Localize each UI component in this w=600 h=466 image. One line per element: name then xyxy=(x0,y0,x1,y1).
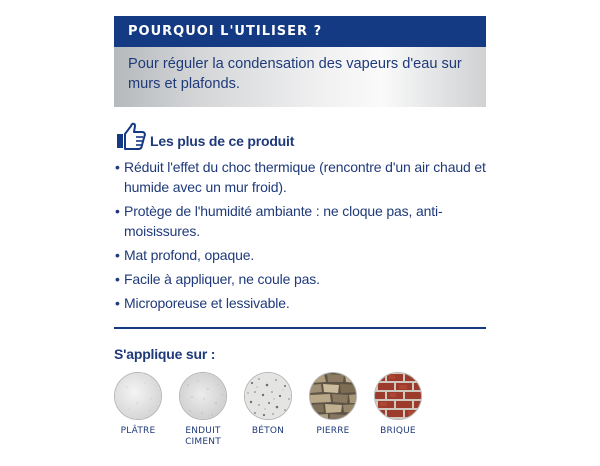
section-title-bar xyxy=(114,16,486,47)
benefits-list xyxy=(114,157,486,317)
beton-swatch xyxy=(244,372,292,420)
usage-description-box xyxy=(114,47,486,107)
surface-label: BRIQUE xyxy=(380,426,416,436)
surface-enduit-ciment xyxy=(173,372,233,448)
surface-pierre xyxy=(303,372,363,437)
pierre-swatch xyxy=(309,372,357,420)
section-title: POURQUOI L'UTILISER ? xyxy=(128,24,323,39)
surface-list xyxy=(108,372,438,452)
applies-title: S'applique sur : xyxy=(114,346,216,362)
benefit-item: • Microporeuse et lessivable. xyxy=(114,293,486,313)
thumbs-up-icon xyxy=(116,122,146,150)
benefits-title: Les plus de ce produit xyxy=(150,133,295,149)
benefit-item: • Protège de l'humidité ambiante : ne cloque pas, anti-moisissures. xyxy=(114,201,486,241)
enduit-ciment-swatch xyxy=(179,372,227,420)
surface-label: BÉTON xyxy=(251,426,285,436)
benefit-item: • Réduit l'effet du choc thermique (rencontre d'un air chaud et humide avec un mur froid). xyxy=(114,157,486,197)
usage-description: Pour réguler la condensation des vapeurs d'eau sur murs et plafonds. xyxy=(128,56,462,92)
surface-label: ENDUIT CIMENT xyxy=(185,426,221,447)
surface-label: PLÂTRE xyxy=(120,426,156,436)
benefit-item: • Facile à appliquer, ne coule pas. xyxy=(114,269,486,289)
surface-label: PIERRE xyxy=(316,426,350,436)
surface-beton xyxy=(238,372,298,437)
surface-brique xyxy=(368,372,428,437)
benefit-item: • Mat profond, opaque. xyxy=(114,245,486,265)
surface-platre xyxy=(108,372,168,437)
brique-swatch xyxy=(374,372,422,420)
section-divider xyxy=(114,327,486,329)
platre-swatch xyxy=(114,372,162,420)
